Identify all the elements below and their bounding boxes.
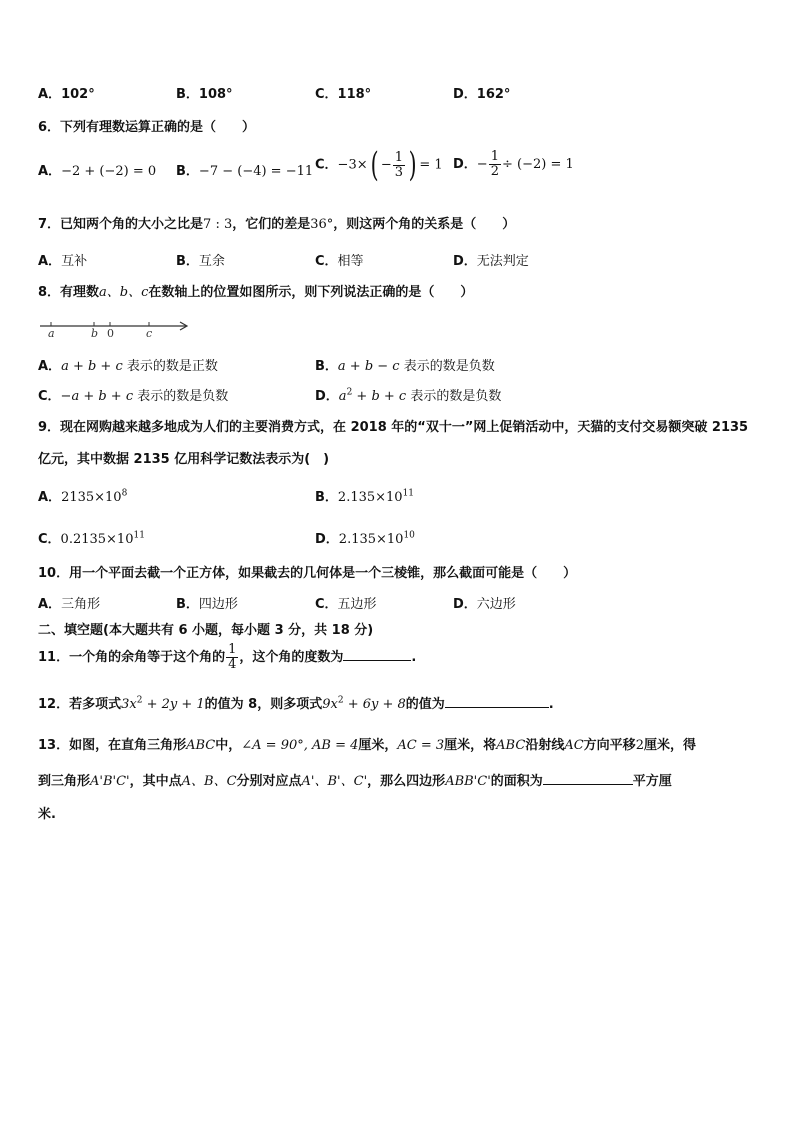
q11-answer-blank[interactable] <box>343 660 411 661</box>
q10-option-a: A．三角形 <box>38 597 101 612</box>
label-zero: 0 <box>107 327 114 340</box>
label-a: a <box>48 327 55 340</box>
q11-stem: 11．一个角的余角等于这个角的 $\frac{1}{4}$ ，这个角的度数为 . <box>38 642 417 672</box>
q5-option-b: B．108° <box>176 87 233 102</box>
number-line-figure <box>38 312 192 340</box>
q13-line-2: 到三角形A'B'C'，其中点A、B、C分别对应点A'、B'、C'，那么四边形ABB'C'的面积为 平方厘 <box>38 774 672 789</box>
q9-stem-line-2: 亿元，其中数据 2135 亿用科学记数法表示为( ) <box>38 452 330 467</box>
q5-option-d: D．162° <box>453 87 511 102</box>
q6-option-c: C．−3×( − $\frac{1}{3}$ ) = 1 <box>315 145 443 185</box>
q5-option-c: C．118° <box>315 87 372 102</box>
q7-option-b: B．互余 <box>176 254 225 269</box>
q5-option-a: A．102° <box>38 87 95 102</box>
section-heading: 二、填空题(本大题共有 6 小题，每小题 3 分，共 18 分) <box>38 623 374 638</box>
q13-answer-blank[interactable] <box>543 784 633 785</box>
q11-fraction: $\frac{1}{4}$ <box>228 642 237 672</box>
q6-c-fraction: $\frac{1}{3}$ <box>394 149 404 180</box>
label-c: c <box>146 327 153 340</box>
q8-option-b: B．a + b − c 表示的数是负数 <box>315 359 495 374</box>
q7-option-c: C．相等 <box>315 254 364 269</box>
q10-option-d: D．六边形 <box>453 597 516 612</box>
q8-option-d: D．$a^2 + b + c$ 表示的数是负数 <box>315 387 502 404</box>
q13-line-1: 13．如图，在直角三角形ABC中，∠A = 90°, AB = 4厘米，AC = 3厘米，将ABC沿射线AC方向平移2厘米，得 <box>38 738 696 753</box>
q7-option-a: A．互补 <box>38 254 88 269</box>
q10-stem: 10．用一个平面去截一个正方体，如果截去的几何体是一个三棱锥，那么截面可能是（ ） <box>38 566 577 581</box>
q10-option-b: B．四边形 <box>176 597 238 612</box>
q7-stem: 7．已知两个角的大小之比是7 : 3，它们的差是36°，则这两个角的关系是（ ） <box>38 217 516 232</box>
q10-option-c: C．五边形 <box>315 597 377 612</box>
q8-option-c: C．−a + b + c 表示的数是负数 <box>38 389 229 404</box>
label-b: b <box>91 327 99 340</box>
q12-answer-blank[interactable] <box>445 707 549 708</box>
q6-option-d: D．− $\frac{1}{2}$ ÷ (−2) = 1 <box>453 149 574 179</box>
q9-option-c: C．$0.2135\times 10^{11}$ <box>38 530 145 547</box>
q9-option-a: A．$2135\times 10^8$ <box>38 488 128 505</box>
q6-stem: 6．下列有理数运算正确的是（ ） <box>38 120 256 135</box>
q6-d-fraction: $\frac{1}{2}$ <box>490 149 499 179</box>
q6-option-a: A．−2 + (−2) = 0 <box>38 164 157 179</box>
q13-line-3: 米. <box>38 807 56 822</box>
q9-option-b: B．$2.135\times 10^{11}$ <box>315 488 415 505</box>
q7-option-d: D．无法判定 <box>453 254 529 269</box>
q9-stem-line-1: 9．现在网购越来越多地成为人们的主要消费方式，在 2018 年的“双十一”网上促销活动中，天猫的支付交易额突破 2135 <box>38 420 749 435</box>
q9-option-d: D．$2.135\times 10^{10}$ <box>315 530 415 547</box>
q6-option-b: B．−7 − (−4) = −11 <box>176 164 314 179</box>
q8-stem: 8．有理数a、b、c在数轴上的位置如图所示，则下列说法正确的是（ ） <box>38 285 474 300</box>
q12-stem: 12．若多项式$3x^2 + 2y + 1$的值为 8，则多项式$9x^2 + 6y + 8$的值为 . <box>38 695 554 712</box>
q8-option-a: A．a + b + c 表示的数是正数 <box>38 359 218 374</box>
